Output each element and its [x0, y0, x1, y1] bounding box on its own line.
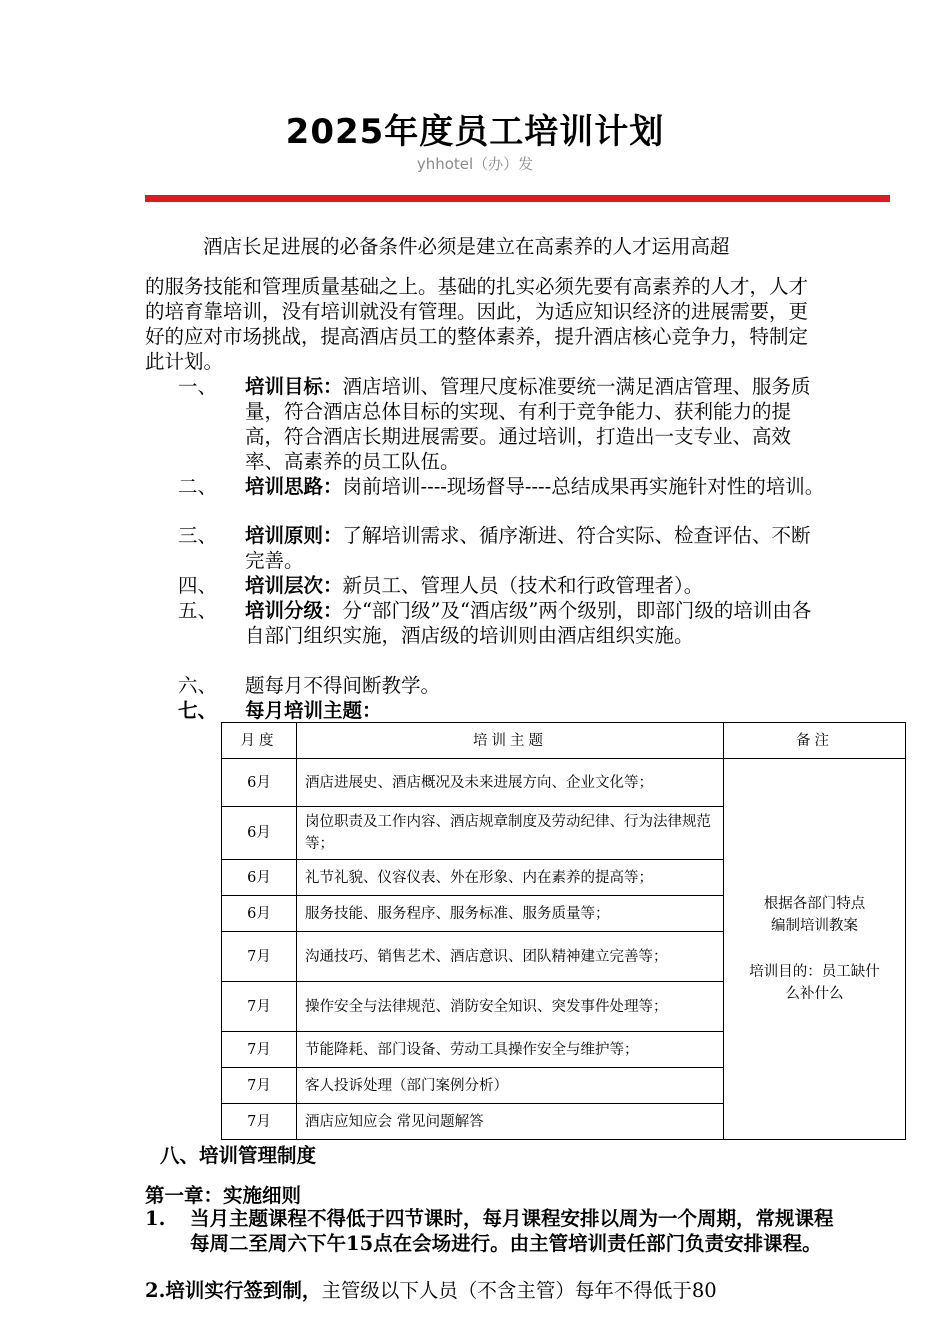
table-row: [222, 759, 906, 807]
month-cell: 7月: [222, 932, 297, 982]
item-text: 新员工、管理人员（技术和行政管理者）。: [342, 574, 704, 597]
topic-cell: 沟通技巧、销售艺术、酒店意识、团队精神建立完善等；: [297, 932, 724, 982]
item-number: 二、: [178, 475, 218, 498]
note-line: 培训目的：员工缺什: [749, 964, 880, 980]
list-item: [178, 698, 828, 723]
item-number: 三、: [178, 524, 218, 547]
month-cell: 7月: [222, 982, 297, 1032]
item-text: 岗前培训----现场督导----总结成果再实施针对性的培训。: [342, 475, 825, 498]
item-number: 七、: [178, 699, 218, 722]
note-cell: [724, 759, 906, 1140]
item-heading: 培训目标：: [245, 375, 343, 398]
header-month: 月度: [222, 723, 297, 759]
list-item: [178, 474, 828, 499]
intro-paragraph-1: 酒店长足进展的必备条件必须是建立在高素养的人才运用高超: [203, 235, 730, 258]
topic-cell: 服务技能、服务程序、服务标准、服务质量等；: [297, 896, 724, 932]
rule-heading: 2.培训实行签到制，: [145, 1279, 322, 1302]
item-heading: 培训思路：: [245, 475, 343, 498]
note-line: 编制培训教案: [771, 918, 858, 934]
page-title: 2025年度员工培训计划: [285, 112, 665, 152]
list-item: [178, 673, 828, 698]
rule-number: 1.: [145, 1207, 166, 1230]
training-plan-table: [221, 722, 906, 1140]
topic-cell: 酒店进展史、酒店概况及未来进展方向、企业文化等；: [297, 759, 724, 807]
item-number: 六、: [178, 674, 218, 697]
list-item: [178, 523, 828, 573]
month-cell: 6月: [222, 860, 297, 896]
item-number: 一、: [178, 375, 218, 398]
issuer-subtitle: yhhotel（办）发: [416, 155, 534, 173]
header-note: 备注: [724, 723, 906, 759]
table-header-row: [222, 723, 906, 759]
rule-text: 当月主题课程不得低于四节课时，每月课程安排以周为一个周期，常规课程每周二至周六下午15点在会场进行。由主管培训责任部门负责安排课程。: [190, 1207, 834, 1255]
rule-text: 主管级以下人员（不含主管）每年不得低于80: [321, 1279, 717, 1302]
section-heading: 八、培训管理制度: [160, 1144, 317, 1167]
item-text: 了解培训需求、循序渐进、符合实际、检查评估、不断完善。: [245, 524, 811, 572]
topic-cell: 礼节礼貌、仪容仪表、外在形象、内在素养的提高等；: [297, 860, 724, 896]
topic-cell: 酒店应知应会 常见问题解答: [297, 1104, 724, 1140]
rule-item: [145, 1206, 845, 1256]
header-divider: [145, 195, 890, 202]
item-heading: 培训层次：: [245, 574, 343, 597]
item-text: 酒店培训、管理尺度标准要统一满足酒店管理、服务质量，符合酒店总体目标的实现、有利于竞争能力、获利能力的提高，符合酒店长期进展需要。通过培训，打造出一支专业、高效率、高素养的员工队伍。: [245, 375, 811, 473]
list-item: [178, 374, 828, 474]
month-cell: 7月: [222, 1068, 297, 1104]
list-item: [178, 598, 828, 648]
item-text: 分“部门级”及“酒店级”两个级别，即部门级的培训由各自部门组织实施，酒店级的培训则由酒店组织实施。: [245, 599, 812, 647]
item-heading: 每月培训主题：: [245, 699, 382, 722]
item-number: 四、: [178, 574, 218, 597]
topic-cell: 客人投诉处理（部门案例分析）: [297, 1068, 724, 1104]
month-cell: 6月: [222, 896, 297, 932]
month-cell: 7月: [222, 1032, 297, 1068]
item-heading: 培训原则：: [245, 524, 343, 547]
topic-cell: 节能降耗、部门设备、劳动工具操作安全与维护等；: [297, 1032, 724, 1068]
intro-paragraph-2: 的服务技能和管理质量基础之上。基础的扎实必须先要有高素养的人才，人才的培育靠培训，没有培训就没有管理。因此，为适应知识经济的进展需要，更好的应对市场挑战，提高酒店员工的整体素养，提升酒店核心竞争力，特制定此计划。: [145, 275, 809, 373]
note-line: 根据各部门特点: [763, 896, 866, 912]
month-cell: 7月: [222, 1104, 297, 1140]
topic-cell: 操作安全与法律规范、消防安全知识、突发事件处理等；: [297, 982, 724, 1032]
month-cell: 6月: [222, 759, 297, 807]
list-item: [178, 573, 828, 598]
topic-cell: 岗位职责及工作内容、酒店规章制度及劳动纪律、行为法律规范等；: [297, 807, 724, 860]
month-cell: 6月: [222, 807, 297, 860]
item-heading: 培训分级：: [245, 599, 343, 622]
header-topic: 培训主题: [297, 723, 724, 759]
rule-item: [145, 1278, 845, 1303]
item-number: 五、: [178, 599, 218, 622]
note-line: 么补什么: [785, 986, 844, 1002]
chapter-heading: 第一章：实施细则: [145, 1184, 302, 1207]
item-text: 题每月不得间断教学。: [245, 674, 441, 697]
